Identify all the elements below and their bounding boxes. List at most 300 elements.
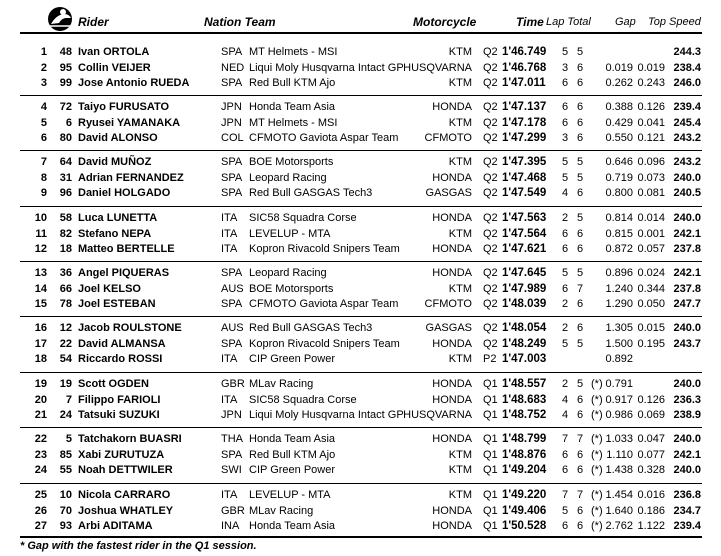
rider-name: Tatchakorn BUASRI: [78, 433, 182, 445]
rider-top-speed: 238.4: [673, 61, 701, 74]
rider-best-lap: 6: [562, 227, 569, 240]
group-separator: [20, 261, 702, 262]
rider-best-lap: 6: [562, 116, 569, 129]
rider-nation: SPA: [221, 298, 243, 310]
rider-time: 1'48.683: [502, 393, 547, 406]
rider-position: 24: [34, 464, 47, 476]
rider-position: 14: [34, 282, 47, 295]
rider-time: 1'47.137: [502, 101, 547, 113]
rider-motorcycle: KTM: [448, 282, 472, 295]
rider-time: 1'48.039: [502, 298, 547, 310]
rider-time: 1'47.468: [502, 171, 547, 184]
rider-motorcycle: CFMOTO: [424, 132, 472, 144]
rider-position: 7: [40, 156, 47, 168]
rider-gap-first: 0.791: [605, 378, 633, 390]
rider-best-lap: 2: [562, 298, 569, 310]
rider-name: Luca LUNETTA: [78, 212, 158, 224]
rider-time: 1'49.204: [502, 464, 547, 476]
rider-top-speed: 243.7: [673, 337, 701, 350]
rider-number: 24: [59, 409, 72, 421]
header-nation-team: Nation Team: [204, 15, 276, 29]
rider-motorcycle: CFMOTO: [424, 298, 472, 310]
rider-gap-prev: 0.057: [637, 243, 665, 255]
rider-q1-flag: (*): [591, 409, 603, 421]
table-row: [0, 463, 721, 478]
rider-q1-flag: (*): [591, 520, 603, 532]
rider-team: MLav Racing: [249, 378, 314, 390]
rider-nation: ITA: [221, 212, 238, 224]
rider-time: 1'47.178: [502, 116, 547, 129]
rider-time: 1'47.621: [502, 243, 547, 255]
rider-gap-first: 1.110: [606, 448, 633, 461]
rider-time: 1'46.768: [502, 61, 547, 74]
rider-number: 93: [59, 520, 72, 532]
table-row: [0, 519, 721, 534]
rider-session: Q2: [483, 322, 498, 334]
rider-best-lap: 2: [562, 378, 569, 390]
rider-total-laps: 7: [577, 489, 584, 501]
rider-q1-flag: (*): [591, 464, 603, 476]
rider-position: 9: [40, 187, 47, 199]
rider-session: Q2: [483, 171, 498, 184]
rider-position: 27: [34, 520, 47, 532]
rider-name: Jose Antonio RUEDA: [78, 77, 190, 89]
rider-motorcycle: HONDA: [432, 243, 472, 255]
group-separator: [20, 206, 702, 207]
rider-gap-first: 1.033: [605, 433, 633, 445]
header-top-speed: Top Speed: [648, 16, 701, 28]
rider-top-speed: 240.0: [673, 212, 701, 224]
header-rider: Rider: [78, 15, 109, 29]
rider-nation: JPN: [221, 409, 242, 421]
rider-gap-prev: 0.050: [637, 298, 665, 310]
rider-team: BOE Motorsports: [249, 156, 334, 168]
rider-number: 48: [59, 46, 72, 58]
rider-best-lap: 6: [562, 448, 569, 461]
rider-name: Angel PIQUERAS: [78, 267, 170, 279]
rider-name: Collin VEIJER: [78, 61, 151, 74]
rider-time: 1'47.395: [502, 156, 547, 168]
rider-position: 13: [34, 267, 47, 279]
rider-name: Joel ESTEBAN: [78, 298, 156, 310]
table-row: [0, 377, 721, 392]
rider-nation: THA: [221, 433, 243, 445]
rider-q1-flag: (*): [591, 378, 603, 390]
rider-number: 54: [59, 353, 72, 365]
rider-gap-first: 0.872: [605, 243, 633, 255]
rider-team: Honda Team Asia: [249, 101, 336, 113]
rider-session: Q2: [483, 101, 498, 113]
rider-session: Q2: [483, 132, 498, 144]
rider-top-speed: 240.5: [673, 187, 701, 199]
rider-best-lap: 2: [562, 322, 569, 334]
rider-gap-prev: 0.015: [637, 322, 665, 334]
rider-top-speed: 240.0: [673, 378, 701, 390]
table-row: [0, 227, 721, 242]
rider-name: David ALMANSA: [78, 337, 166, 350]
rider-name: Jacob ROULSTONE: [78, 322, 182, 334]
rider-motorcycle: HONDA: [432, 378, 472, 390]
rider-gap-first: 0.646: [605, 156, 633, 168]
rider-position: 19: [34, 378, 47, 390]
rider-name: Taiyo FURUSATO: [78, 101, 170, 113]
rider-nation: ITA: [221, 489, 238, 501]
rider-motorcycle: HONDA: [432, 520, 472, 532]
rider-top-speed: 240.0: [673, 322, 701, 334]
rider-number: 10: [59, 489, 72, 501]
rider-time: 1'46.749: [502, 46, 547, 58]
rider-team: Kopron Rivacold Snipers Team: [249, 337, 400, 350]
rider-best-lap: 4: [562, 393, 569, 406]
rider-motorcycle: KTM: [448, 46, 472, 58]
rider-nation: SPA: [221, 187, 243, 199]
table-row: [0, 297, 721, 312]
header-lap-total: Lap Total: [546, 16, 591, 28]
rider-name: Nicola CARRARO: [78, 489, 171, 501]
rider-number: 99: [59, 77, 72, 89]
rider-motorcycle: HONDA: [432, 393, 472, 406]
rider-motorcycle: KTM: [448, 156, 472, 168]
rider-gap-first: 1.438: [605, 464, 633, 476]
rider-q1-flag: (*): [591, 489, 603, 501]
rider-time: 1'48.876: [502, 448, 547, 461]
rider-number: 22: [59, 337, 72, 350]
table-row: [0, 266, 721, 281]
rider-position: 12: [34, 243, 47, 255]
rider-motorcycle: KTM: [448, 77, 472, 89]
rider-name: Tatsuki SUZUKI: [78, 409, 160, 421]
rider-gap-prev: 0.126: [637, 101, 665, 113]
rider-q1-flag: (*): [591, 504, 603, 517]
rider-gap-prev: 0.019: [637, 61, 665, 74]
rider-team: Leopard Racing: [249, 267, 327, 279]
table-row: [0, 171, 721, 186]
rider-gap-prev: 0.186: [637, 504, 665, 517]
rider-gap-prev: 0.121: [637, 132, 665, 144]
rider-time: 1'48.249: [502, 337, 547, 350]
rider-team: CIP Green Power: [249, 464, 336, 476]
motorcycle-rider-icon: [44, 6, 76, 32]
rider-number: 72: [59, 101, 72, 113]
rider-position: 11: [35, 227, 47, 240]
rider-team: LEVELUP - MTA: [249, 227, 331, 240]
rider-top-speed: 242.1: [673, 227, 701, 240]
rider-top-speed: 240.0: [673, 171, 701, 184]
rider-top-speed: 246.0: [673, 77, 701, 89]
rider-name: Daniel HOLGADO: [78, 187, 171, 199]
rider-gap-prev: 0.024: [637, 267, 665, 279]
rider-number: 58: [59, 212, 72, 224]
rider-team: CIP Green Power: [249, 353, 336, 365]
rider-gap-first: 0.986: [605, 409, 633, 421]
table-row: [0, 76, 721, 91]
rider-top-speed: 244.3: [673, 46, 701, 58]
rider-q1-flag: (*): [591, 448, 603, 461]
rider-motorcycle: HONDA: [432, 337, 472, 350]
rider-motorcycle: KTM: [448, 489, 472, 501]
rider-session: Q1: [483, 433, 498, 445]
rider-number: 96: [59, 187, 72, 199]
rider-position: 26: [34, 504, 47, 517]
rider-gap-prev: 0.096: [637, 156, 665, 168]
rider-motorcycle: HONDA: [432, 504, 472, 517]
rider-team: Honda Team Asia: [249, 520, 336, 532]
rider-gap-prev: 0.016: [637, 489, 665, 501]
rider-team: Red Bull KTM Ajo: [249, 77, 336, 89]
rider-top-speed: 243.2: [673, 156, 701, 168]
rider-team: Liqui Moly Husqvarna Intact GP: [249, 409, 404, 421]
rider-gap-prev: 0.344: [637, 282, 665, 295]
rider-team: MLav Racing: [249, 504, 314, 517]
rider-time: 1'49.220: [502, 489, 547, 501]
group-separator: [20, 95, 702, 96]
header-motorcycle: Motorcycle: [413, 15, 477, 29]
rider-total-laps: 5: [577, 337, 584, 350]
header-gap: Gap: [615, 16, 636, 28]
rider-gap-prev: 0.073: [637, 171, 665, 184]
rider-gap-first: 1.305: [605, 322, 633, 334]
rider-time: 1'48.799: [502, 433, 547, 445]
rider-best-lap: 4: [562, 409, 569, 421]
rider-time: 1'47.564: [502, 227, 547, 240]
rider-session: Q1: [483, 448, 498, 461]
rider-best-lap: 7: [562, 433, 569, 445]
rider-best-lap: 6: [562, 464, 569, 476]
table-header: [0, 0, 721, 32]
rider-name: Ivan ORTOLA: [78, 46, 150, 58]
rider-gap-prev: 0.081: [637, 187, 665, 199]
rider-name: Filippo FARIOLI: [78, 393, 161, 406]
rider-number: 6: [65, 116, 72, 129]
rider-time: 1'47.549: [502, 187, 547, 199]
rider-total-laps: 6: [577, 61, 584, 74]
rider-team: Kopron Rivacold Snipers Team: [249, 243, 400, 255]
rider-motorcycle: KTM: [448, 227, 472, 240]
rider-name: Riccardo ROSSI: [78, 353, 163, 365]
rider-session: Q2: [483, 212, 498, 224]
rider-number: 12: [59, 322, 72, 334]
table-row: [0, 337, 721, 352]
rider-best-lap: 5: [562, 267, 569, 279]
rider-position: 2: [40, 61, 47, 74]
rider-best-lap: 7: [562, 489, 569, 501]
rider-nation: ITA: [221, 393, 238, 406]
rider-session: Q1: [483, 520, 498, 532]
group-separator: [20, 316, 702, 317]
rider-nation: NED: [221, 61, 245, 74]
rider-nation: SWI: [221, 464, 242, 476]
rider-gap-first: 1.240: [605, 282, 633, 295]
rider-session: Q2: [483, 46, 498, 58]
rider-number: 85: [59, 448, 72, 461]
rider-team: Red Bull GASGAS Tech3: [249, 322, 373, 334]
rider-nation: ITA: [221, 353, 238, 365]
table-row: [0, 116, 721, 131]
rider-top-speed: 242.1: [673, 448, 701, 461]
rider-name: Joshua WHATLEY: [78, 504, 174, 517]
rider-name: David ALONSO: [78, 132, 158, 144]
rider-team: SIC58 Squadra Corse: [249, 212, 357, 224]
rider-total-laps: 6: [577, 187, 584, 199]
table-row: [0, 282, 721, 297]
rider-session: Q1: [483, 409, 498, 421]
rider-best-lap: 6: [562, 77, 569, 89]
rider-motorcycle: HONDA: [432, 212, 472, 224]
group-separator: [20, 483, 702, 484]
rider-session: Q2: [483, 77, 498, 89]
rider-gap-prev: 0.077: [637, 448, 665, 461]
rider-motorcycle: GASGAS: [425, 322, 472, 334]
rider-total-laps: 6: [577, 132, 584, 144]
table-row: [0, 408, 721, 423]
rider-time: 1'47.989: [502, 282, 547, 295]
rider-number: 7: [65, 393, 72, 406]
rider-position: 23: [34, 448, 47, 461]
rider-total-laps: 6: [577, 504, 584, 517]
rider-nation: JPN: [221, 101, 242, 113]
rider-gap-first: 0.917: [605, 393, 633, 406]
rider-position: 3: [40, 77, 47, 89]
rider-top-speed: 247.7: [673, 298, 701, 310]
rider-nation: ITA: [221, 227, 238, 240]
rider-number: 80: [59, 132, 72, 144]
rider-team: SIC58 Squadra Corse: [249, 393, 357, 406]
group-separator: [20, 427, 702, 428]
rider-position: 17: [34, 337, 47, 350]
group-separator: [20, 150, 702, 151]
rider-nation: ITA: [221, 243, 238, 255]
rider-number: 82: [59, 227, 72, 240]
rider-time: 1'48.752: [502, 409, 547, 421]
rider-gap-first: 0.019: [605, 61, 633, 74]
rider-top-speed: 236.3: [673, 393, 701, 406]
rider-time: 1'47.003: [502, 353, 547, 365]
table-row: [0, 448, 721, 463]
rider-session: Q1: [483, 504, 498, 517]
rider-total-laps: 5: [577, 267, 584, 279]
rider-motorcycle: KTM: [448, 353, 472, 365]
rider-position: 16: [34, 322, 47, 334]
rider-best-lap: 5: [562, 504, 569, 517]
rider-gap-first: 2.762: [605, 520, 633, 532]
rider-number: 66: [59, 282, 72, 295]
table-row: [0, 61, 721, 76]
rider-session: Q2: [483, 61, 498, 74]
rider-top-speed: 237.8: [673, 243, 701, 255]
rider-top-speed: 239.4: [673, 101, 701, 113]
rider-session: Q2: [483, 227, 498, 240]
rider-session: Q2: [483, 243, 498, 255]
rider-nation: GBR: [221, 504, 245, 517]
rider-number: 19: [59, 378, 72, 390]
rider-total-laps: 5: [577, 212, 584, 224]
rider-team: LEVELUP - MTA: [249, 489, 331, 501]
rider-number: 70: [59, 504, 72, 517]
rider-name: Adrian FERNANDEZ: [78, 171, 184, 184]
rider-gap-prev: 1.122: [637, 520, 665, 532]
table-row: [0, 352, 721, 367]
table-row: [0, 504, 721, 519]
rider-nation: JPN: [221, 116, 242, 129]
rider-name: Scott OGDEN: [78, 378, 149, 390]
table-row: [0, 488, 721, 503]
table-row: [0, 321, 721, 336]
rider-total-laps: 6: [577, 116, 584, 129]
rider-position: 15: [34, 298, 47, 310]
rider-motorcycle: HUSQVARNA: [403, 409, 472, 421]
rider-name: Joel KELSO: [78, 282, 141, 295]
rider-name: Stefano NEPA: [78, 227, 152, 240]
rider-gap-prev: 0.069: [637, 409, 665, 421]
rider-gap-prev: 0.041: [637, 116, 665, 129]
rider-total-laps: 6: [577, 322, 584, 334]
rider-top-speed: 243.2: [673, 132, 701, 144]
rider-total-laps: 6: [577, 243, 584, 255]
rider-time: 1'47.011: [502, 77, 546, 89]
rider-top-speed: 242.1: [673, 267, 701, 279]
rider-time: 1'49.406: [502, 504, 547, 517]
rider-nation: COL: [221, 132, 244, 144]
rider-motorcycle: HUSQVARNA: [403, 61, 472, 74]
rider-gap-first: 0.814: [605, 212, 633, 224]
rider-gap-first: 0.429: [605, 116, 633, 129]
rider-position: 6: [40, 132, 47, 144]
rider-gap-prev: 0.126: [637, 393, 665, 406]
rider-session: Q2: [483, 282, 498, 295]
rider-best-lap: 3: [562, 61, 569, 74]
rider-position: 22: [34, 433, 47, 445]
rider-time: 1'50.528: [502, 520, 547, 532]
rider-name: Noah DETTWILER: [78, 464, 173, 476]
rider-nation: AUS: [221, 322, 244, 334]
rider-best-lap: 4: [562, 187, 569, 199]
rider-total-laps: 5: [577, 46, 584, 58]
rider-gap-prev: 0.243: [637, 77, 665, 89]
rider-name: Arbi ADITAMA: [78, 520, 153, 532]
rider-number: 95: [59, 61, 72, 74]
rider-nation: SPA: [221, 267, 243, 279]
rider-gap-first: 0.388: [605, 101, 633, 113]
footnote: * Gap with the fastest rider in the Q1 session.: [20, 540, 257, 552]
rider-session: Q1: [483, 489, 498, 501]
rider-position: 4: [40, 101, 47, 113]
rider-top-speed: 245.4: [673, 116, 701, 129]
rider-team: BOE Motorsports: [249, 282, 334, 295]
rider-position: 21: [34, 409, 47, 421]
rider-top-speed: 234.7: [673, 504, 701, 517]
rider-session: Q2: [483, 116, 498, 129]
table-row: [0, 211, 721, 226]
rider-best-lap: 5: [562, 171, 569, 184]
rider-position: 8: [40, 171, 47, 184]
header-rule: [20, 32, 702, 34]
rider-gap-first: 0.800: [605, 187, 633, 199]
rider-position: 18: [34, 353, 47, 365]
rider-session: Q2: [483, 298, 498, 310]
rider-total-laps: 6: [577, 101, 584, 113]
rider-best-lap: 2: [562, 212, 569, 224]
rider-session: Q1: [483, 464, 498, 476]
rider-total-laps: 7: [577, 433, 584, 445]
rider-session: Q2: [483, 156, 498, 168]
rider-gap-first: 0.719: [605, 171, 633, 184]
rider-best-lap: 6: [562, 520, 569, 532]
rider-number: 5: [65, 433, 72, 445]
rider-session: P2: [483, 353, 497, 365]
rider-team: Honda Team Asia: [249, 433, 336, 445]
table-row: [0, 432, 721, 447]
rider-session: Q2: [483, 337, 498, 350]
